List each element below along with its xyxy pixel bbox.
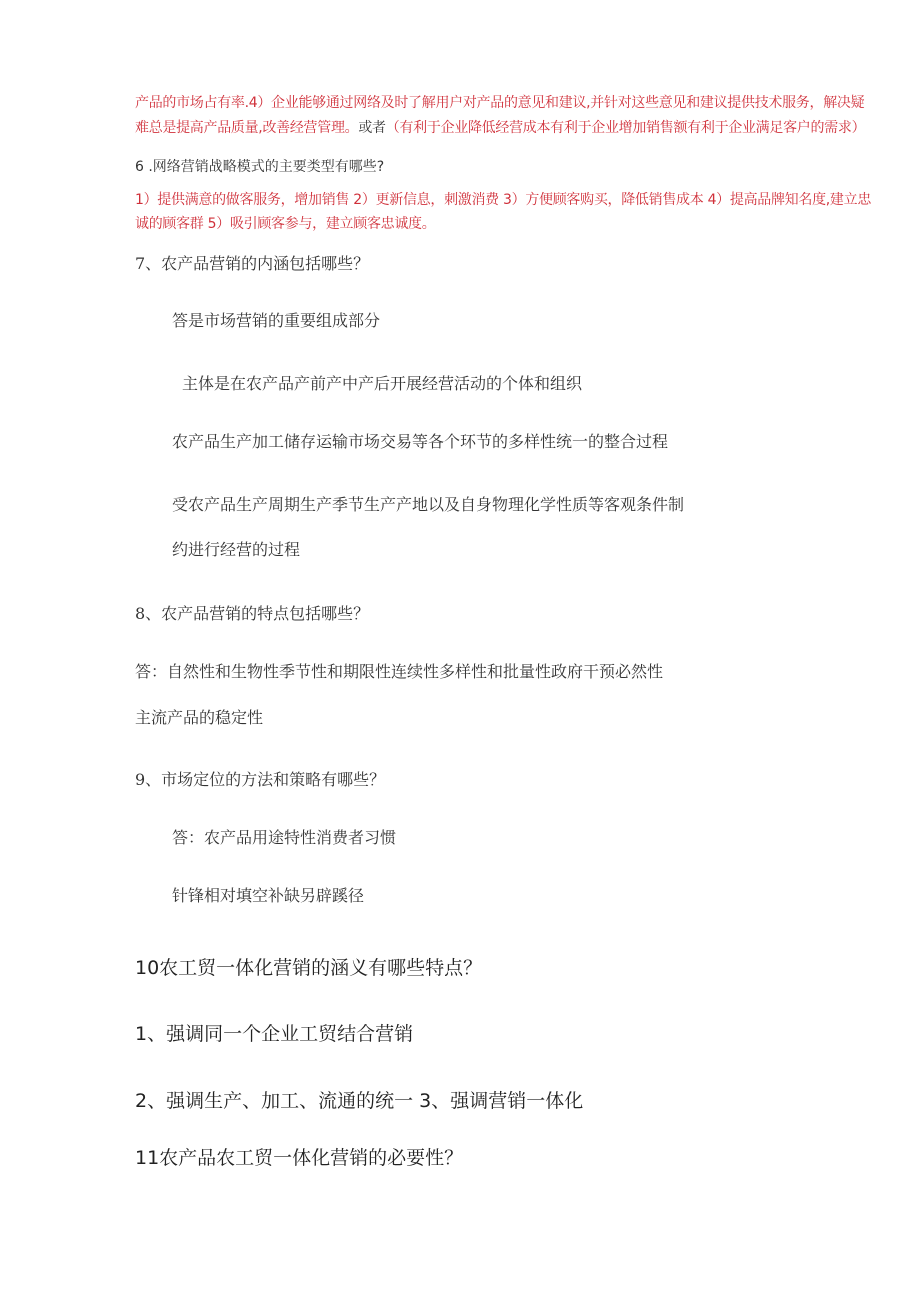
answer-5-line-2-part-c: （有利于企业降低经营成本有利于企业增加销售额有利于企业满足客户的需求） (385, 120, 866, 136)
answer-5-line-2-or: 或者 (358, 120, 386, 136)
answer-9-line-2: 针锋相对填空补缺另辟蹊径 (172, 886, 365, 905)
question-7: 7、农产品营销的内涵包括哪些？ (135, 254, 370, 273)
answer-7-line-4: 受农产品生产周期生产季节生产产地以及自身物理化学性质等客观条件制 (172, 495, 685, 514)
question-6: 6 .网络营销战略模式的主要类型有哪些? (135, 159, 385, 175)
answer-10-line-1: 1、强调同一个企业工贸结合营销 (135, 1023, 414, 1045)
answer-7-line-3: 农产品生产加工储存运输市场交易等各个环节的多样性统一的整合过程 (172, 432, 669, 451)
answer-8-line-1: 答：自然性和生物性季节性和期限性连续性多样性和批量性政府干预必然性 (135, 662, 664, 681)
question-8: 8、农产品营销的特点包括哪些？ (135, 604, 370, 623)
answer-10-line-2: 2、强调生产、加工、流通的统一 3、强调营销一体化 (135, 1090, 584, 1112)
answer-5-line-2 (135, 117, 865, 137)
answer-7-line-2: 主体是在农产品产前产中产后开展经营活动的个体和组织 (182, 374, 583, 393)
answer-7-line-5: 约进行经营的过程 (172, 540, 301, 559)
answer-5-line-2-part-a: 难总是提高产品质量,改善经营管理。 (135, 120, 359, 136)
question-11: 11农产品农工贸一体化营销的必要性？ (135, 1147, 464, 1169)
answer-6-line-1: 1）提供满意的做客服务，增加销售 2）更新信息，刺激消费 3）方便顾客购买，降低销售成本 4）提高品牌知名度,建立忠 (135, 192, 872, 208)
question-10: 10农工贸一体化营销的涵义有哪些特点？ (135, 957, 483, 979)
answer-9-line-1: 答：农产品用途特性消费者习惯 (172, 828, 397, 847)
answer-7-line-1: 答是市场营销的重要组成部分 (172, 311, 381, 330)
answer-6-line-2: 诚的顾客群 5）吸引顾客参与，建立顾客忠诚度。 (135, 216, 436, 232)
answer-8-line-2: 主流产品的稳定性 (135, 708, 264, 727)
answer-5-line-1: 产品的市场占有率.4）企业能够通过网络及时了解用户对产品的意见和建议,并针对这些意见和建议提供技术服务，解决疑 (135, 95, 865, 111)
question-9: 9、市场定位的方法和策略有哪些？ (135, 770, 386, 789)
